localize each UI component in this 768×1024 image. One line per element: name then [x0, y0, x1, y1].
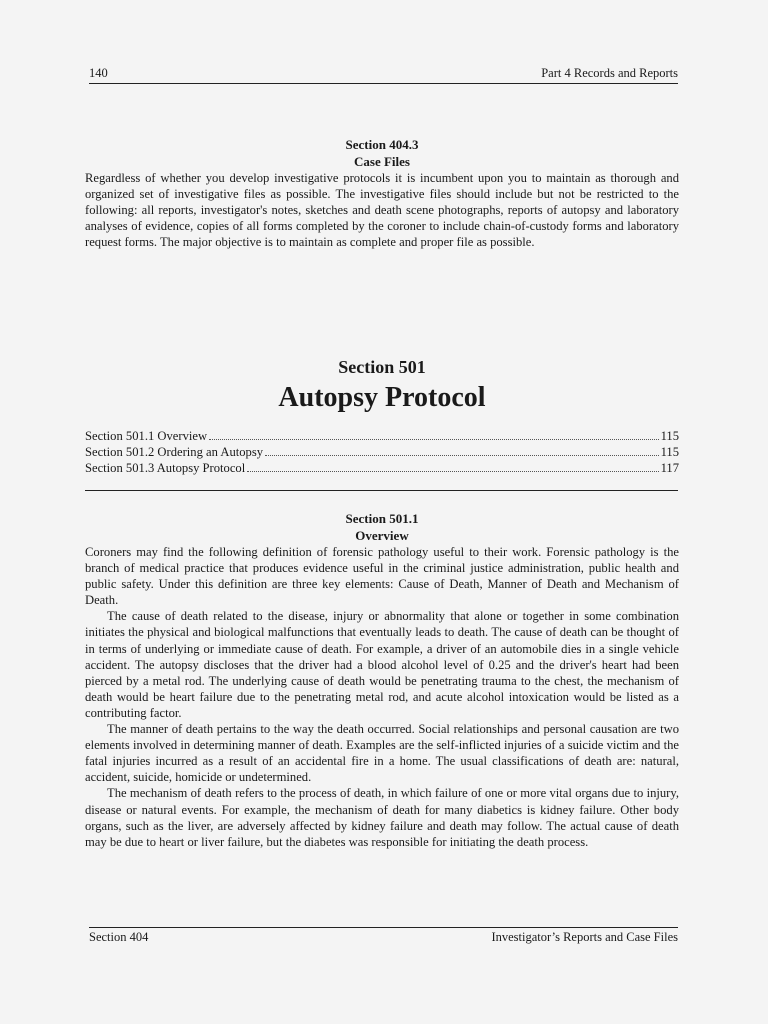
toc-label: Section 501.3 Autopsy Protocol: [85, 461, 246, 475]
part-title: Part 4 Records and Reports: [541, 66, 678, 80]
section-title: Overview: [355, 528, 409, 543]
toc-label: Section 501.2 Ordering an Autopsy: [85, 445, 264, 459]
paragraph: Regardless of whether you develop investigative protocols it is incumbent upon you to maintain as thorough and organized set of investigative files as possible. The investigative files should include but not be restricted to the following: all reports, investigator's notes, sketches and death scene photographs, reports of autopsy and laboratory analyses of evidence, copies of all forms completed by the coroner to include chain-of-custody forms and laboratory request forms. The major objective is to maintain as complete and proper file as possible.: [85, 171, 679, 250]
toc-page: 117: [660, 461, 679, 475]
page-footer: [89, 927, 678, 945]
section-title: Autopsy Protocol: [278, 382, 486, 413]
table-of-contents: [85, 428, 679, 476]
section-number: Section 501.1: [345, 511, 419, 526]
paragraph: The mechanism of death refers to the process of death, in which failure of one or more vital organs due to injury, disease or natural events. For example, the mechanism of death for many diabetics is kidney failure. Other body organs, such as the liver, are adversely affected by kidney failure and death may follow. The actual cause of death may be due to heart or liver failure, but the diabetes was responsible for initiating the death process.: [85, 786, 679, 849]
toc-entry[interactable]: [85, 428, 679, 444]
footer-title: Investigator’s Reports and Case Files: [491, 930, 678, 944]
footer-section: Section 404: [89, 930, 149, 944]
section-501-1: [85, 510, 679, 850]
section-number: Section 501: [338, 357, 426, 377]
toc-page: 115: [660, 445, 679, 459]
paragraph: The manner of death pertains to the way the death occurred. Social relationships and personal causation are two elements involved in determining manner of death. Examples are the self-inflicted injuries of a suicide victim and the fatal injuries incurred as a result of an accidental fire in a home. The usual classifications of death are: natural, accident, suicide, homicide or undetermined.: [85, 722, 679, 785]
dot-leader: [247, 471, 658, 472]
toc-page: 115: [660, 429, 679, 443]
toc-entry[interactable]: [85, 444, 679, 460]
section-number: Section 404.3: [345, 137, 419, 152]
section-501-heading: [85, 357, 679, 414]
divider: [85, 490, 678, 491]
paragraph: Coroners may find the following definition of forensic pathology useful to their work. Forensic pathology is the branch of medical practice that produces evidence useful in the criminal justice administration, public health and public safety. Under this definition are three key elements: Cause of Death, Manner of Death and Mechanism of Death.: [85, 545, 679, 608]
section-title: Case Files: [354, 154, 410, 169]
toc-label: Section 501.1 Overview: [85, 429, 208, 443]
page-number: 140: [89, 66, 108, 80]
dot-leader: [265, 455, 659, 456]
page-header: [89, 66, 678, 84]
dot-leader: [209, 439, 658, 440]
toc-entry[interactable]: [85, 460, 679, 476]
paragraph: The cause of death related to the disease, injury or abnormality that alone or together in some combination initiates the physical and biological malfunctions that eventually leads to death. The cause of death can be thought of in terms of underlying or immediate cause of death. For example, a driver of an automobile dies in a single vehicle accident. The autopsy discloses that the driver had a blood alcohol level of 0.25 and the driver's heart had been pierced by a metal rod. The underlying cause of death would be penetrating trauma to the chest, the mechanism of death would be heart failure due to the penetrating metal rod, and acute alcohol intoxication would be listed as a contributing factor.: [85, 609, 679, 720]
section-404-3: [85, 136, 679, 250]
